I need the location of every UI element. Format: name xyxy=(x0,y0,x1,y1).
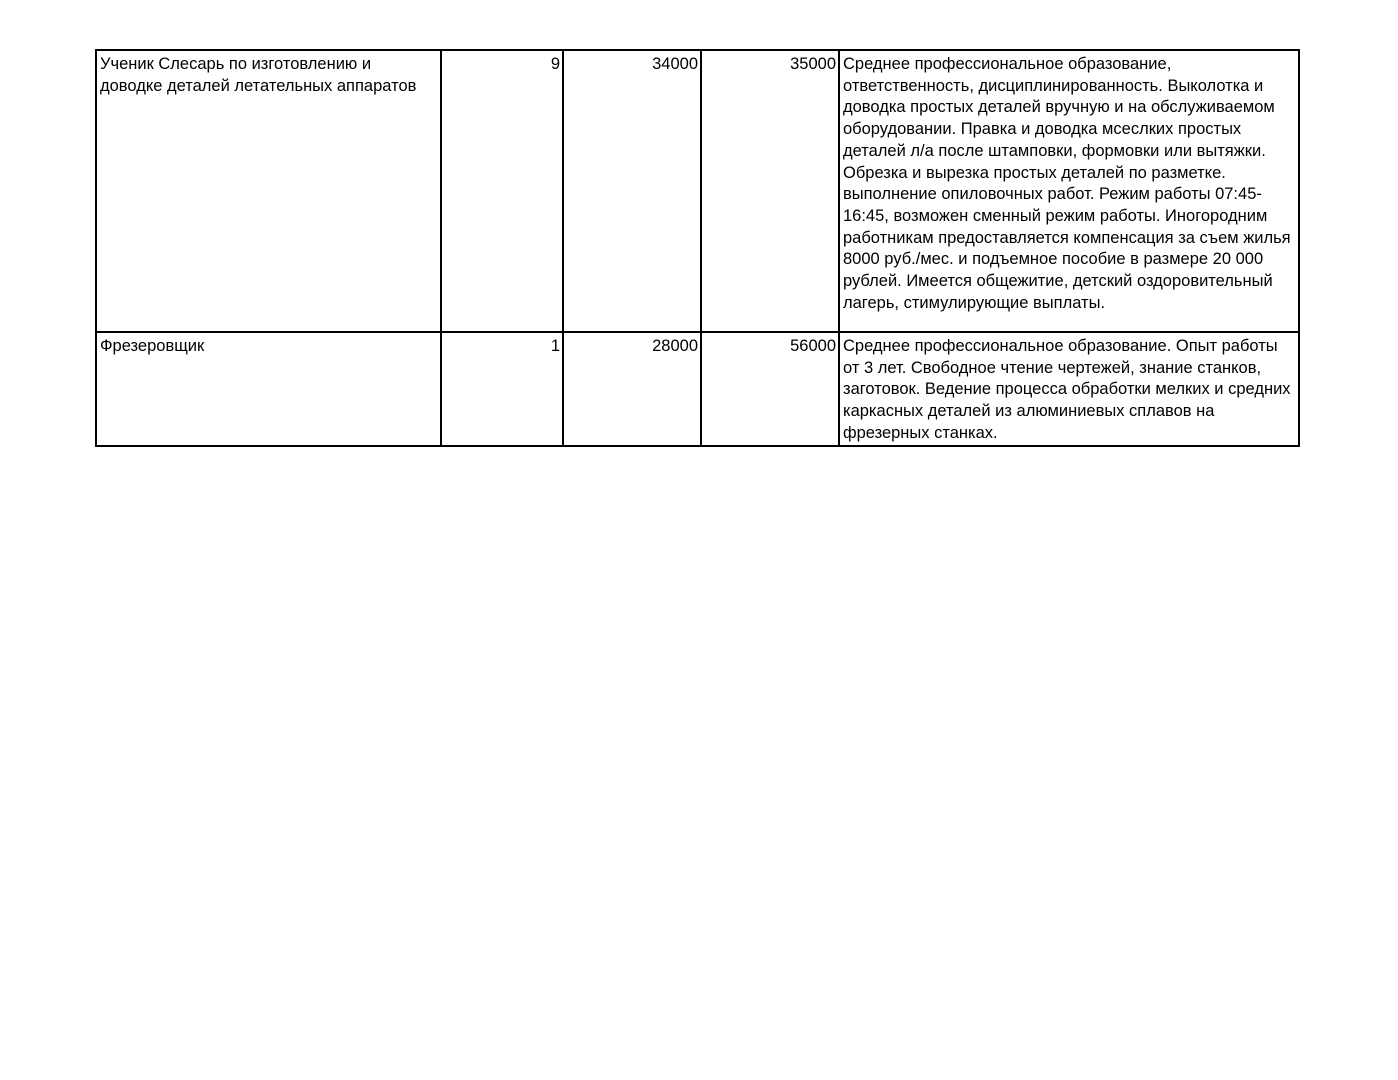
vacancy-table xyxy=(95,49,1300,447)
position-cell: Ученик Слесарь по изготовлению и доводке деталей летательных аппаратов xyxy=(96,50,441,332)
requirements-cell: Среднее профессиональное образование. Опыт работы от 3 лет. Свободное чтение чертежей, знание станков, заготовок. Ведение процесса обработки мелких и средних каркасных деталей из алюминиевых сплавов на фрезерных станках. xyxy=(839,332,1299,446)
salary-max-cell: 56000 xyxy=(701,332,839,446)
table-row xyxy=(96,50,1299,332)
position-cell: Фрезеровщик xyxy=(96,332,441,446)
requirements-cell: Среднее профессиональное образование, ответственность, дисциплинированность. Выколотка и доводка простых деталей вручную и на обслуживаемом оборудовании. Правка и доводка мсеслких простых деталей л/а после штамповки, формовки или вытяжки. Обрезка и вырезка простых деталей по разметке. выполнение опиловочных работ. Режим работы 07:45-16:45, возможен сменный режим работы. Иногородним работникам предоставляется компенсация за съем жилья 8000 руб./мес. и подъемное пособие в размере 20 000 рублей. Имеется общежитие, детский оздоровительный лагерь, стимулирующие выплаты. xyxy=(839,50,1299,332)
count-cell: 1 xyxy=(441,332,563,446)
count-cell: 9 xyxy=(441,50,563,332)
salary-max-cell: 35000 xyxy=(701,50,839,332)
table-row xyxy=(96,332,1299,446)
salary-min-cell: 28000 xyxy=(563,332,701,446)
salary-min-cell: 34000 xyxy=(563,50,701,332)
vacancy-table-page xyxy=(95,49,1300,447)
